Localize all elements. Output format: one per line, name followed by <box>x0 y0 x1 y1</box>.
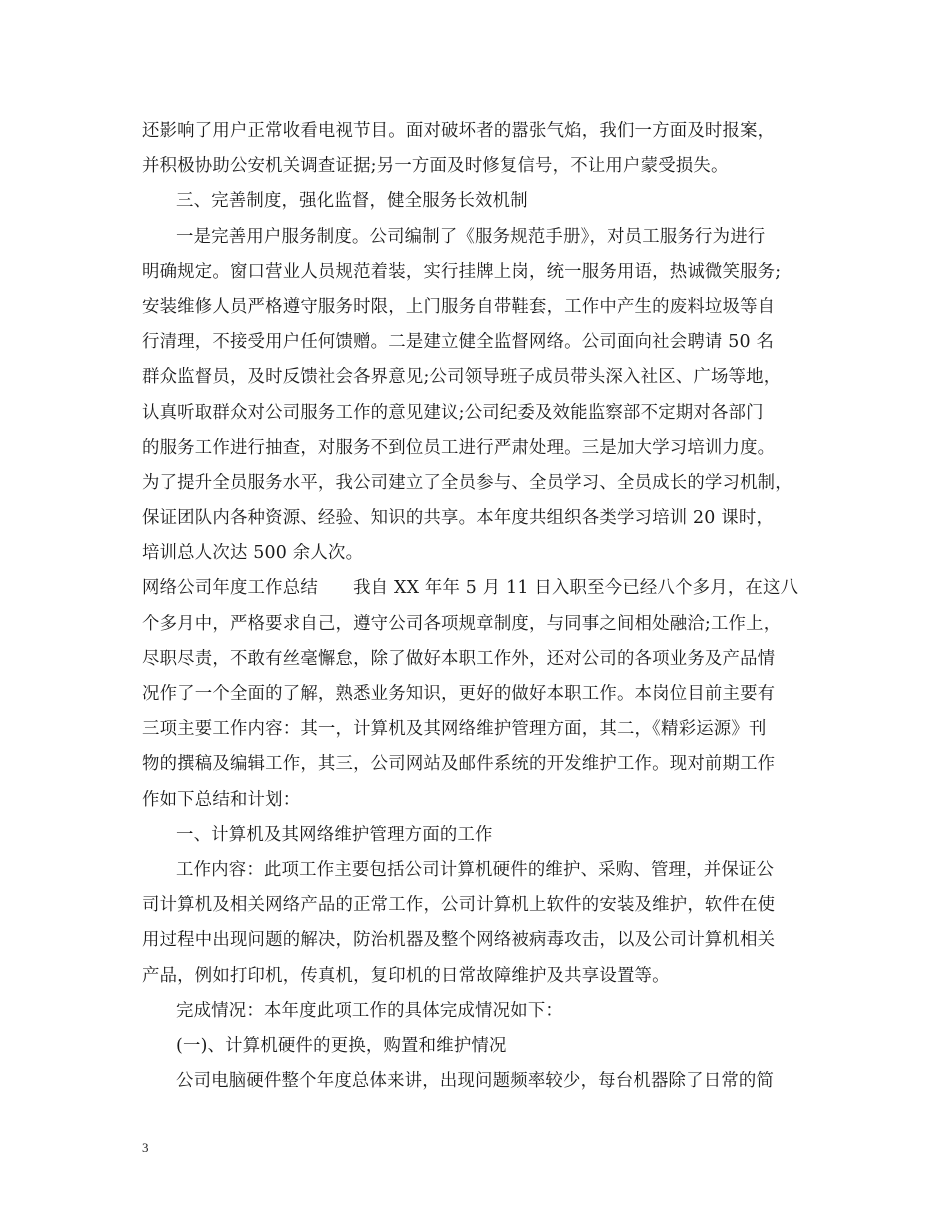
text-line: 一、计算机及其网络维护管理方面的工作 <box>176 824 493 845</box>
text-line: 完成情况：本年度此项工作的具体完成情况如下： <box>176 1000 563 1021</box>
text-line: 明确规定。窗口营业人员规范着装，实行挂牌上岗，统一服务用语，热诚微笑服务; <box>142 261 782 282</box>
text-line: 产品，例如打印机，传真机，复印机的日常故障维护及共享设置等。 <box>142 965 670 986</box>
text-line: 网络公司年度工作总结 我自 XX 年年 5 月 11 日入职至今已经八个多月，在这八 <box>142 578 799 599</box>
text-line: 的服务工作进行抽查，对服务不到位员工进行严肃处理。三是加大学习培训力度。 <box>142 437 776 458</box>
text-line: 个多月中，严格要求自己，遵守公司各项规章制度，与同事之间相处融洽;工作上， <box>142 613 782 634</box>
document-body <box>142 114 832 1099</box>
text-line: 群众监督员，及时反馈社会各界意见;公司领导班子成员带头深入社区、广场等地， <box>142 367 782 388</box>
text-line: 保证团队内各种资源、经验、知识的共享。本年度共组织各类学习培训 20 课时， <box>142 508 775 529</box>
text-line: 况作了一个全面的了解，熟悉业务知识，更好的做好本职工作。本岗位目前主要有 <box>142 684 776 704</box>
text-line: 公司电脑硬件整个年度总体来讲，出现问题频率较少，每台机器除了日常的简 <box>176 1071 775 1092</box>
text-line: 安装维修人员严格遵守服务时限，上门服务自带鞋套，工作中产生的废料垃圾等自 <box>142 296 776 317</box>
text-line: 认真听取群众对公司服务工作的意见建议;公司纪委及效能监察部不定期对各部门 <box>142 402 764 423</box>
text-line: 司计算机及相关网络产品的正常工作，公司计算机上软件的安装及维护，软件在使 <box>142 895 776 916</box>
text-line: 一是完善用户服务制度。公司编制了《服务规范手册》，对员工服务行为进行 <box>176 226 766 247</box>
text-line: 培训总人次达 500 余人次。 <box>142 543 364 564</box>
text-line: (一)、计算机硬件的更换，购置和维护情况 <box>176 1035 507 1056</box>
text-line: 作如下总结和计划： <box>142 789 301 810</box>
text-line: 工作内容：此项工作主要包括公司计算机硬件的维护、采购、管理，并保证公 <box>176 859 775 880</box>
text-line: 物的撰稿及编辑工作，其三，公司网站及邮件系统的开发维护工作。现对前期工作 <box>142 754 776 775</box>
text-line: 用过程中出现问题的解决，防治机器及整个网络被病毒攻击，以及公司计算机相关 <box>142 930 776 951</box>
text-line: 三、完善制度，强化监督，健全服务长效机制 <box>176 191 528 212</box>
text-line: 行清理，不接受用户任何馈赠。二是建立健全监督网络。公司面向社会聘请 50 名 <box>142 332 775 353</box>
text-line: 为了提升全员服务水平，我公司建立了全员参与、全员学习、全员成长的学习机制， <box>142 472 793 493</box>
page-number: 3 <box>142 1140 149 1155</box>
text-line: 并积极协助公安机关调查证据;另一方面及时修复信号，不让用户蒙受损失。 <box>142 156 729 177</box>
text-line: 尽职尽责，不敢有丝毫懈怠，除了做好本职工作外，还对公司的各项业务及产品情 <box>142 648 776 669</box>
text-line: 三项主要工作内容：其一，计算机及其网络维护管理方面，其二，《精彩运源》刊 <box>142 719 767 740</box>
text-line: 还影响了用户正常收看电视节目。面对破坏者的嚣张气焰，我们一方面及时报案， <box>142 121 776 141</box>
